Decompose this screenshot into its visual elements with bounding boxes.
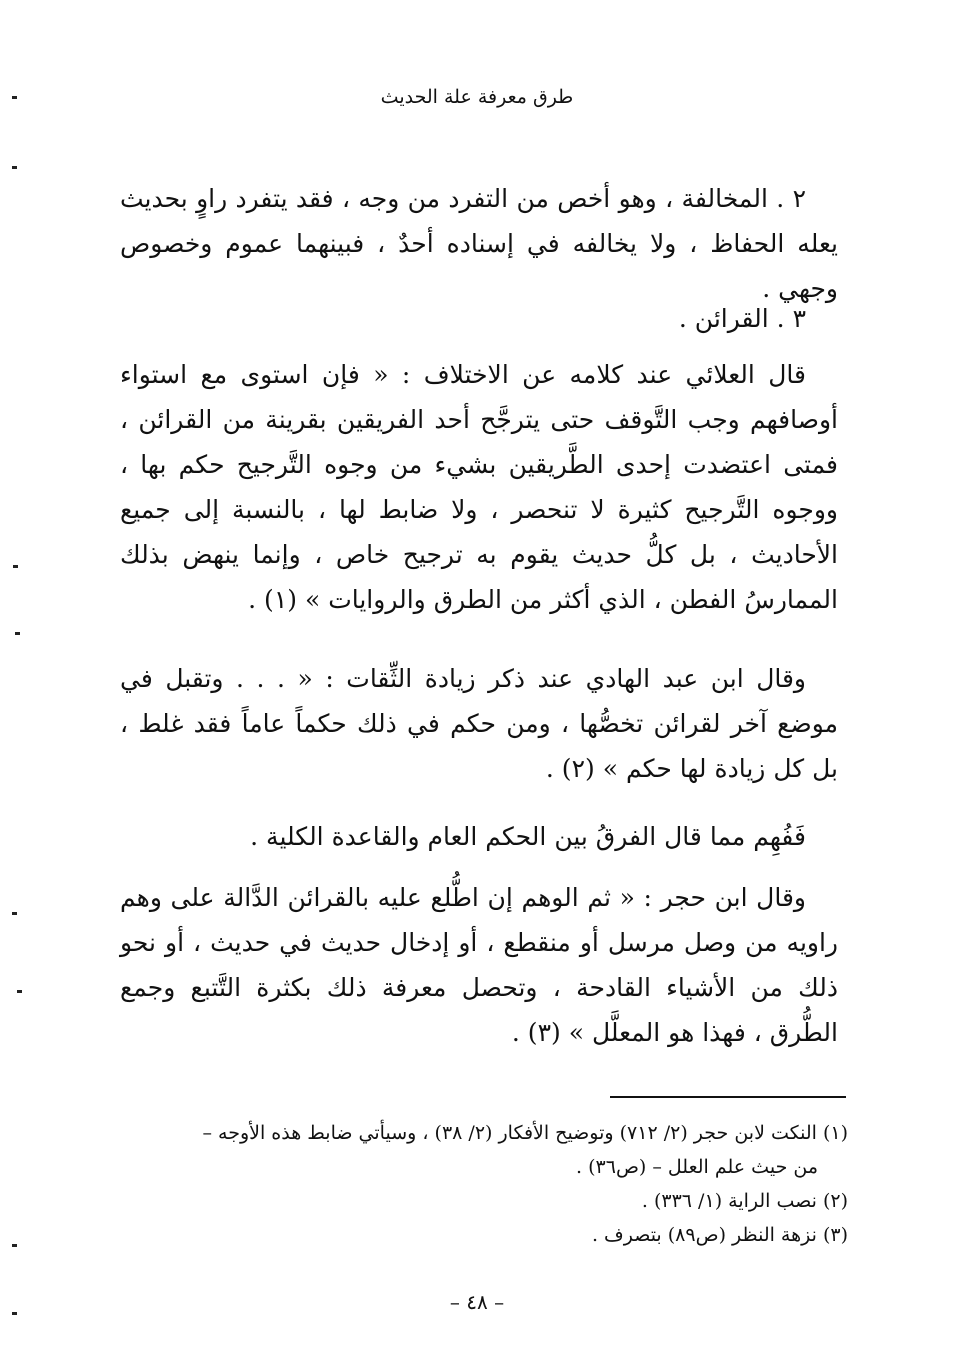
scan-mark <box>12 96 17 99</box>
scan-mark <box>12 912 17 915</box>
scan-mark <box>12 1244 17 1247</box>
paragraph-text: قال العلائي عند كلامه عن الاختلاف : « فإن استوى مع استواء أوصافهم وجب التَّوقف حتى يترجَّح أحد الفريقين بقرينة من القرائن ، فمتى اعتضدت إحدى الطَّريقين بشيء من وجوه التَّرجيح حكم بها ، ووجوه التَّرجيح كثيرة لا تنحصر ، ولا ضابط لها ، بالنسبة إلى جميع الأحاديث ، بل كلُّ حديث يقوم به ترجيح خاص ، وإنما ينهض بذلك الممارسُ الفطن ، الذي أكثر من الطرق والروايات » (١) . <box>120 360 838 614</box>
footnote-1-continued: من حيث علم العلل – (ص٣٦) . <box>576 1156 818 1178</box>
footnotes <box>130 1116 848 1252</box>
paragraph-ibn-hajar-quote <box>120 875 838 1055</box>
paragraph-alai-quote <box>120 352 838 622</box>
paragraph-conclusion <box>120 814 838 859</box>
paragraph-text: ٣ . القرائن . <box>678 304 806 333</box>
scan-mark <box>15 632 20 635</box>
footnote-1: (١) النكت لابن حجر (٢/ ٧١٢) وتوضيح الأفكار (٢/ ٣٨) ، وسيأتي ضابط هذه الأوجه – <box>202 1122 848 1144</box>
scan-mark <box>13 565 18 568</box>
running-title: طرق معرفة علة الحديث <box>380 86 574 108</box>
scan-mark <box>17 990 22 993</box>
scan-mark <box>12 1312 17 1315</box>
page-number: – ٤٨ – <box>449 1290 505 1314</box>
paragraph-qaraain-heading <box>120 296 838 341</box>
paragraph-text: وقال ابن عبد الهادي عند ذكر زيادة الثِّقات : « . . . وتقبل في موضع آخر لقرائن تخصُّها ، ومن حكم في ذلك حكماً عاماً فقد غلط ، بل كل زيادة لها حكم » (٢) . <box>120 664 838 783</box>
paragraph-text: وقال ابن حجر : « ثم الوهم إن اطُّلع عليه بالقرائن الدَّالة على وهم راويه من وصل مرسل أو منقطع ، أو إدخال حديث في حديث ، أو نحو ذلك من الأشياء القادحة ، وتحصل معرفة ذلك بكثرة التَّتبع وجمع الطُّرق ، فهذا هو المعلَّل » (٣) . <box>120 883 838 1047</box>
paragraph-ibn-abd-alhadi-quote <box>120 656 838 791</box>
footnote-divider <box>610 1096 846 1098</box>
footnote-3: (٣) نزهة النظر (ص٨٩) بتصرف . <box>591 1224 848 1246</box>
paragraph-mukhalafa <box>120 176 838 311</box>
paragraph-text: فَفُهِم مما قال الفرقُ بين الحكم العام والقاعدة الكلية . <box>250 822 806 851</box>
footnote-2: (٢) نصب الراية (١/ ٣٣٦) . <box>641 1190 848 1212</box>
paragraph-text: ٢ . المخالفة ، وهو أخص من التفرد من وجه ، فقد يتفرد راوٍ بحديث يعله الحفاظ ، ولا يخالفه في إسناده أحدٌ ، فبينهما عموم وخصوص وجهي . <box>120 184 838 303</box>
scan-mark <box>12 166 17 169</box>
